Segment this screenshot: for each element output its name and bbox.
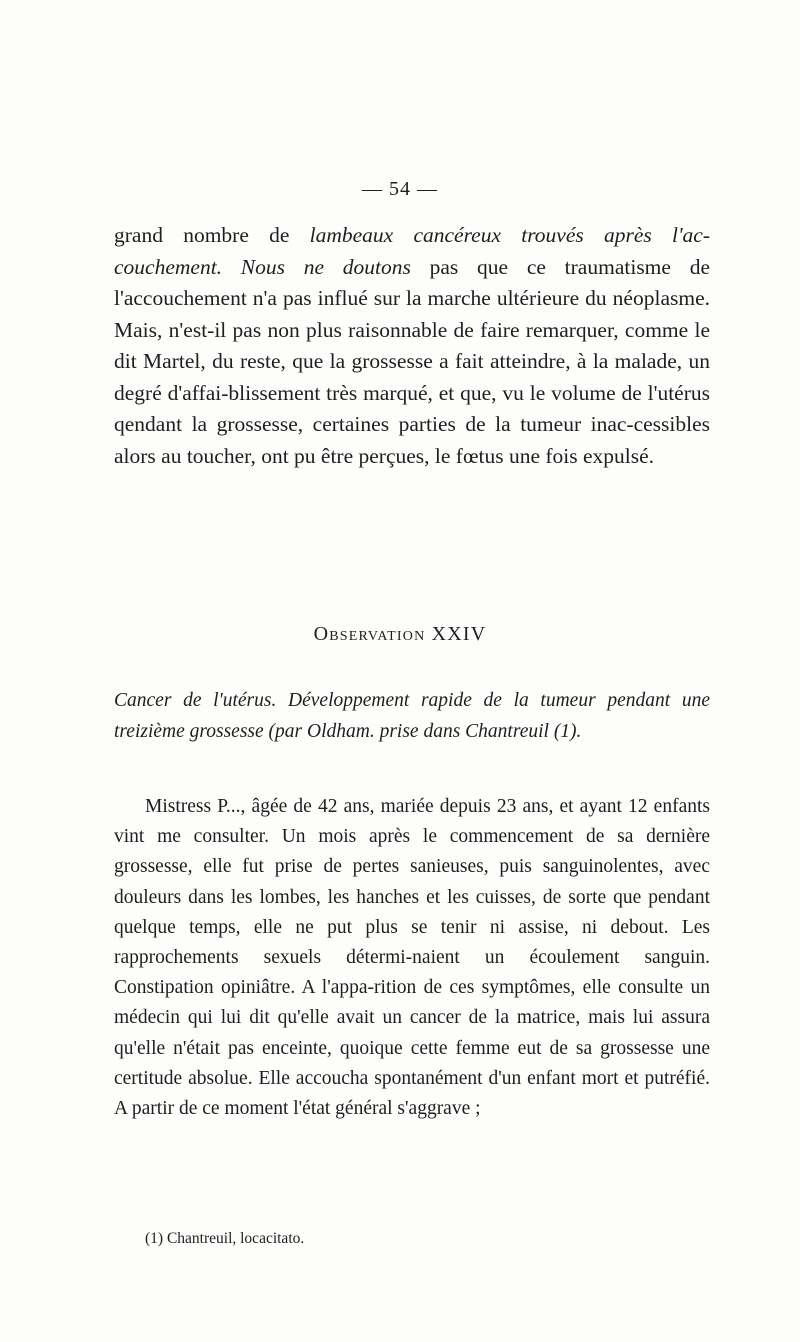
paragraph-1-italic-text: lambeaux cancéreux trouvés après l'ac-couchement. Nous ne doutons [114, 223, 711, 279]
body-paragraph-2: Mistress P..., âgée de 42 ans, mariée depuis 23 ans, et ayant 12 enfants vint me consulter. Un mois après le commencement de sa dernière grossesse, elle fut prise de pertes sanieuses, puis sanguinolentes, avec douleurs dans les lombes, les hanches et les cuisses, de sorte que pendant quelque temps, elle ne put plus se tenir ni assise, ni debout. Les rapprochements sexuels détermi-naient un écoulement sanguin. Constipation opiniâtre. A l'appa-rition de ces symptômes, elle consulte un médecin qui lui dit qu'elle avait un cancer de la matrice, mais lui assura qu'elle n'était pas enceinte, quoique cette femme eut de sa grossesse une certitude absolue. Elle accoucha spontanément d'un enfant mort et putréfié. A partir de ce moment l'état général s'aggrave ; [114, 796, 710, 1120]
observation-heading: Observation XXIV [313, 623, 487, 645]
footnote: (1) Chantreuil, locacitato. [145, 1230, 305, 1247]
paragraph-1-text-b: pas que ce traumatisme de l'accouchement n'a pas influé sur la marche ultérieure du néoplasme. Mais, n'est-il pas non plus raisonnable de faire remarquer, comme le dit Martel, du reste, que la grossesse a fait atteindre, à la malade, un degré d'affai-blissement très marqué, et que, vu le volume de l'utérus qendant la grossesse, certaines parties de la tumeur inac-cessibles alors au toucher, ont pu être perçues, le fœtus une fois expulsé. [114, 254, 710, 468]
body-paragraph-1 [114, 220, 710, 472]
paragraph-1-text-a: grand nombre de [114, 223, 310, 247]
observation-title: Cancer de l'utérus. Développement rapide de la tumeur pendant une treizième grossesse (par Oldham. prise dans Chantreuil (1). [114, 690, 710, 742]
page-number: — 54 — [362, 178, 438, 200]
